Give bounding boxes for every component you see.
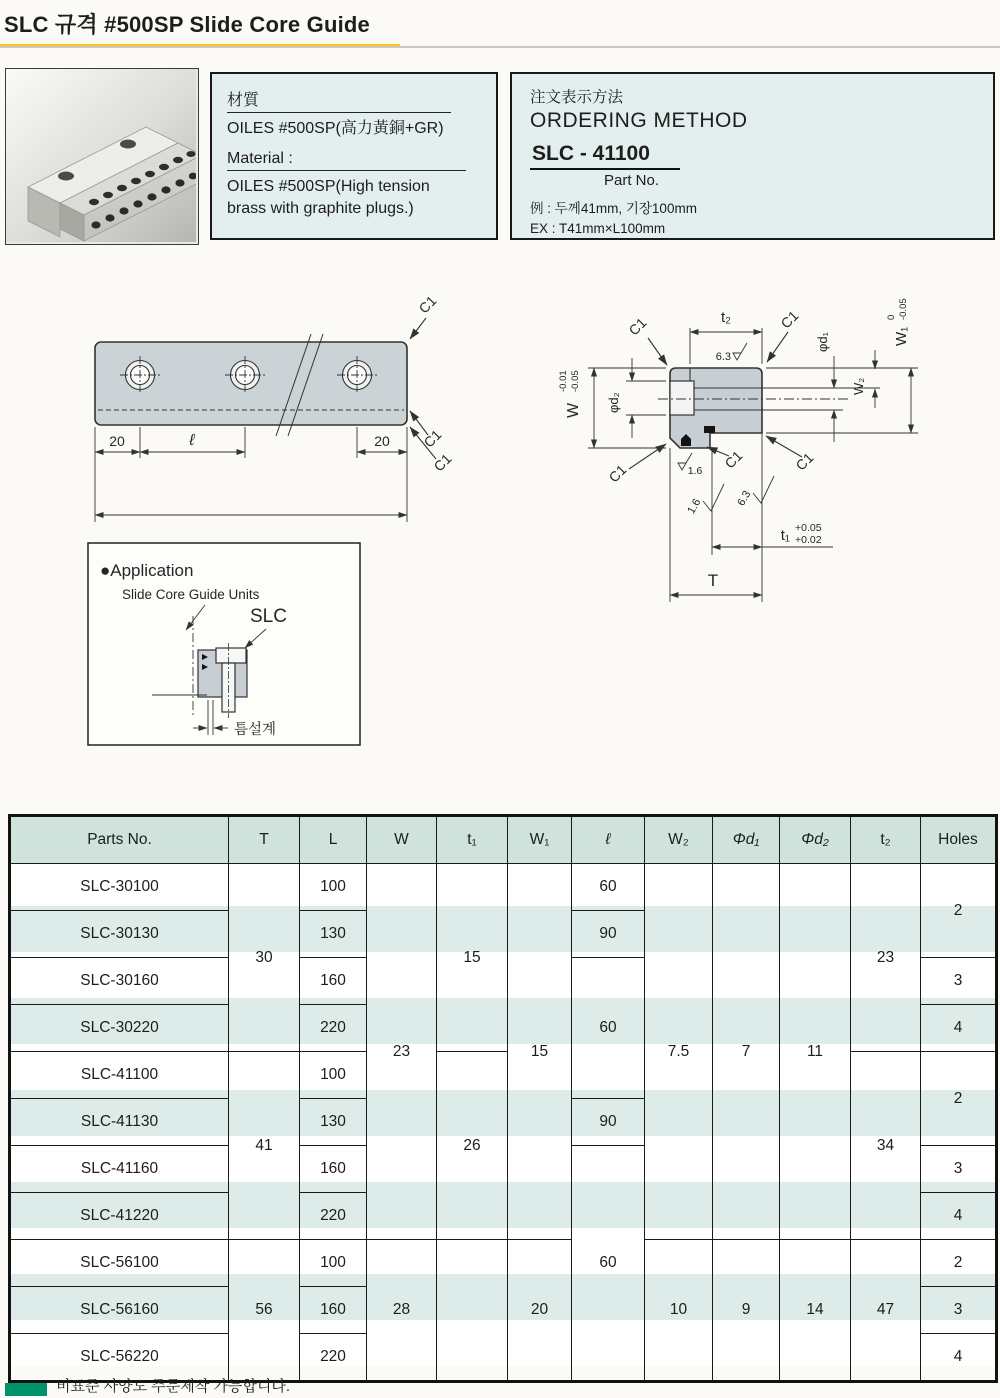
w1-label: W₁ [893,326,910,346]
t1-tol-lower: +0.02 [795,534,822,546]
col-header-w: W [367,816,437,864]
cell-l: 130 [300,1099,367,1146]
cell-w-group2: 28 [367,1240,437,1382]
dim-20-right: 20 [374,433,390,449]
product-photo [5,68,199,245]
note-text: 비표준 사양도 주문제작 가능합니다. [56,1378,291,1395]
cell-w2-group1: 7.5 [645,864,713,1240]
col-header-parts-no: Parts No. [10,816,229,864]
cell-pitch: 60 [572,1146,645,1382]
w-tol-lower: -0.05 [570,370,581,392]
c1-label: C1 [605,461,630,486]
dim-phi-d2 [606,358,666,438]
chamfer-callouts-top-view [410,292,455,474]
cell-d2-group2: 14 [780,1240,851,1382]
top-view-dimensions [95,427,407,522]
ordering-example-kr: 例 : 두께41mm, 기장100mm [530,201,697,216]
col-header-w1: W₁ [508,816,572,864]
cell-d2-group1: 11 [780,864,851,1240]
cell-l: 100 [300,1052,367,1099]
cell-holes: 4 [921,1193,997,1240]
roughness-value: 1.6 [687,465,703,477]
cell-l: 160 [300,958,367,1005]
col-header-l: L [300,816,367,864]
material-value-jp: OILES #500SP(高力黃銅+GR) [227,120,444,137]
col-header-holes: Holes [921,816,997,864]
cell-holes: 4 [921,1005,997,1052]
cell-t1-group1: 15 [437,864,508,1052]
dim-w2 [851,350,875,408]
col-header-d1: Φd₁ [713,816,780,864]
step-notch [704,426,715,433]
cell-w2-group2: 10 [645,1240,713,1382]
cell-holes: 3 [921,1146,997,1193]
w1-tol-upper: 0 [886,314,897,320]
cell-w1-group1: 15 [508,864,572,1240]
material-label-jp: 材質 [227,87,451,113]
cell-part-no: SLC-41130 [10,1099,229,1146]
page-title: SLC 규격 #500SP Slide Core Guide [4,12,370,37]
t1-tol-upper: +0.05 [795,522,822,534]
cell-pitch: 60 [572,864,645,911]
cell-l: 220 [300,1005,367,1052]
cell-part-no: SLC-41220 [10,1193,229,1240]
cell-pitch: 90 [572,911,645,958]
ordering-example-en: EX : T41mm×L100mm [530,221,666,237]
col-header-d2: Φd₂ [780,816,851,864]
roughness-value: 1.6 [685,496,704,517]
c1-label: C1 [792,449,817,474]
gap-label: 틈설계 [234,722,277,738]
cell-pitch: 90 [572,1099,645,1146]
roughness-63-top [716,343,747,363]
col-header-t2: t₂ [851,816,921,864]
cell-part-no: SLC-41100 [10,1052,229,1099]
phi-d1-label: φd₁ [815,331,830,352]
mounting-hole [58,172,74,181]
w1-tol-lower: -0.05 [898,298,909,320]
cell-l: 130 [300,911,367,958]
material-box [210,72,498,240]
technical-drawing [0,250,1000,810]
cell-t-group2: 41 [229,1052,300,1240]
application-subtitle: Slide Core Guide Units [122,587,260,602]
cell-t2-group2: 34 [851,1052,921,1240]
cell-t-group1: 30 [229,864,300,1052]
title-rule [0,46,1000,48]
cell-part-no: SLC-56100 [10,1240,229,1287]
col-header-t: T [229,816,300,864]
cell-w-group1: 23 [367,864,437,1240]
c1-label: C1 [625,314,650,339]
spec-table-area [8,814,995,1366]
cell-d1-group1: 7 [713,864,780,1240]
table-row [10,864,997,911]
cell-t-group3: 56 [229,1240,300,1382]
phi-d2-label: φd₂ [606,392,621,413]
c1-label: C1 [420,426,445,451]
screw-head [216,648,246,663]
plate-top-view [95,292,455,522]
roughness-value: 6.3 [735,488,754,509]
dim-t1 [712,522,833,547]
cell-l: 100 [300,864,367,911]
spec-table [8,814,998,1383]
dim-20-left: 20 [109,433,125,449]
d2-hole [670,381,694,415]
cell-holes: 2 [921,1240,997,1287]
w2-label: W₂ [851,377,866,395]
roughness-16-chamfer [678,453,702,477]
cell-w1-group2: 20 [508,1240,572,1382]
cell-pitch: 60 [572,958,645,1099]
dim-t [670,448,762,602]
table-row [10,1240,997,1287]
section-view [558,298,918,602]
ordering-title-jp: 注文表示方法 [530,89,624,106]
dim-pitch: ℓ [189,432,195,449]
material-label-en: Material : [227,150,466,171]
cell-l: 220 [300,1193,367,1240]
cell-l: 100 [300,1240,367,1287]
application-title: ●Application [100,561,194,580]
c1-label: C1 [777,307,802,332]
t2-label: t₂ [721,309,731,326]
product-photo-image [6,69,196,242]
cell-holes: 2 [921,864,997,958]
cell-d1-group2: 9 [713,1240,780,1382]
w-label: W [565,402,582,418]
cell-part-no: SLC-41160 [10,1146,229,1193]
cell-t1-group3-empty [437,1240,508,1382]
cell-part-no: SLC-30160 [10,958,229,1005]
cell-holes: 2 [921,1052,997,1146]
table-header-row [10,816,997,864]
cell-part-no: SLC-56220 [10,1334,229,1382]
cell-holes: 3 [921,1287,997,1334]
ordering-title-en: ORDERING METHOD [530,109,748,132]
material-value-en-1: OILES #500SP(High tension [227,177,430,195]
c1-label: C1 [430,450,455,475]
cell-holes: 4 [921,1334,997,1382]
application-part-label: SLC [250,606,287,627]
cell-part-no: SLC-30130 [10,911,229,958]
cell-l: 220 [300,1334,367,1382]
cell-part-no: SLC-30100 [10,864,229,911]
ordering-part-number: SLC - 41100 [530,142,680,170]
w-tol-upper: -0.01 [558,370,569,392]
t1-label: t₁ [780,527,790,544]
col-header-t1: t₁ [437,816,508,864]
c1-label: C1 [415,292,440,317]
col-header-pitch: ℓ [572,816,645,864]
roughness-value: 6.3 [715,351,731,363]
c1-label: C1 [721,447,746,472]
ordering-method-box [510,72,995,240]
ordering-part-number-label: Part No. [604,172,660,189]
cell-t1-group2: 26 [437,1052,508,1240]
cell-l: 160 [300,1146,367,1193]
t-label: T [707,571,719,590]
mounting-hole [120,140,136,149]
col-header-w2: W₂ [645,816,713,864]
cell-t2-group1: 23 [851,864,921,1052]
application-box [88,543,360,745]
cell-part-no: SLC-30220 [10,1005,229,1052]
cell-l: 160 [300,1287,367,1334]
cell-part-no: SLC-56160 [10,1287,229,1334]
cell-t2-group3: 47 [851,1240,921,1382]
dim-phi-d1 [815,331,834,442]
material-value-en-2: brass with graphite plugs.) [227,200,414,218]
cell-holes: 3 [921,958,997,1005]
note-color-swatch [5,1383,47,1396]
